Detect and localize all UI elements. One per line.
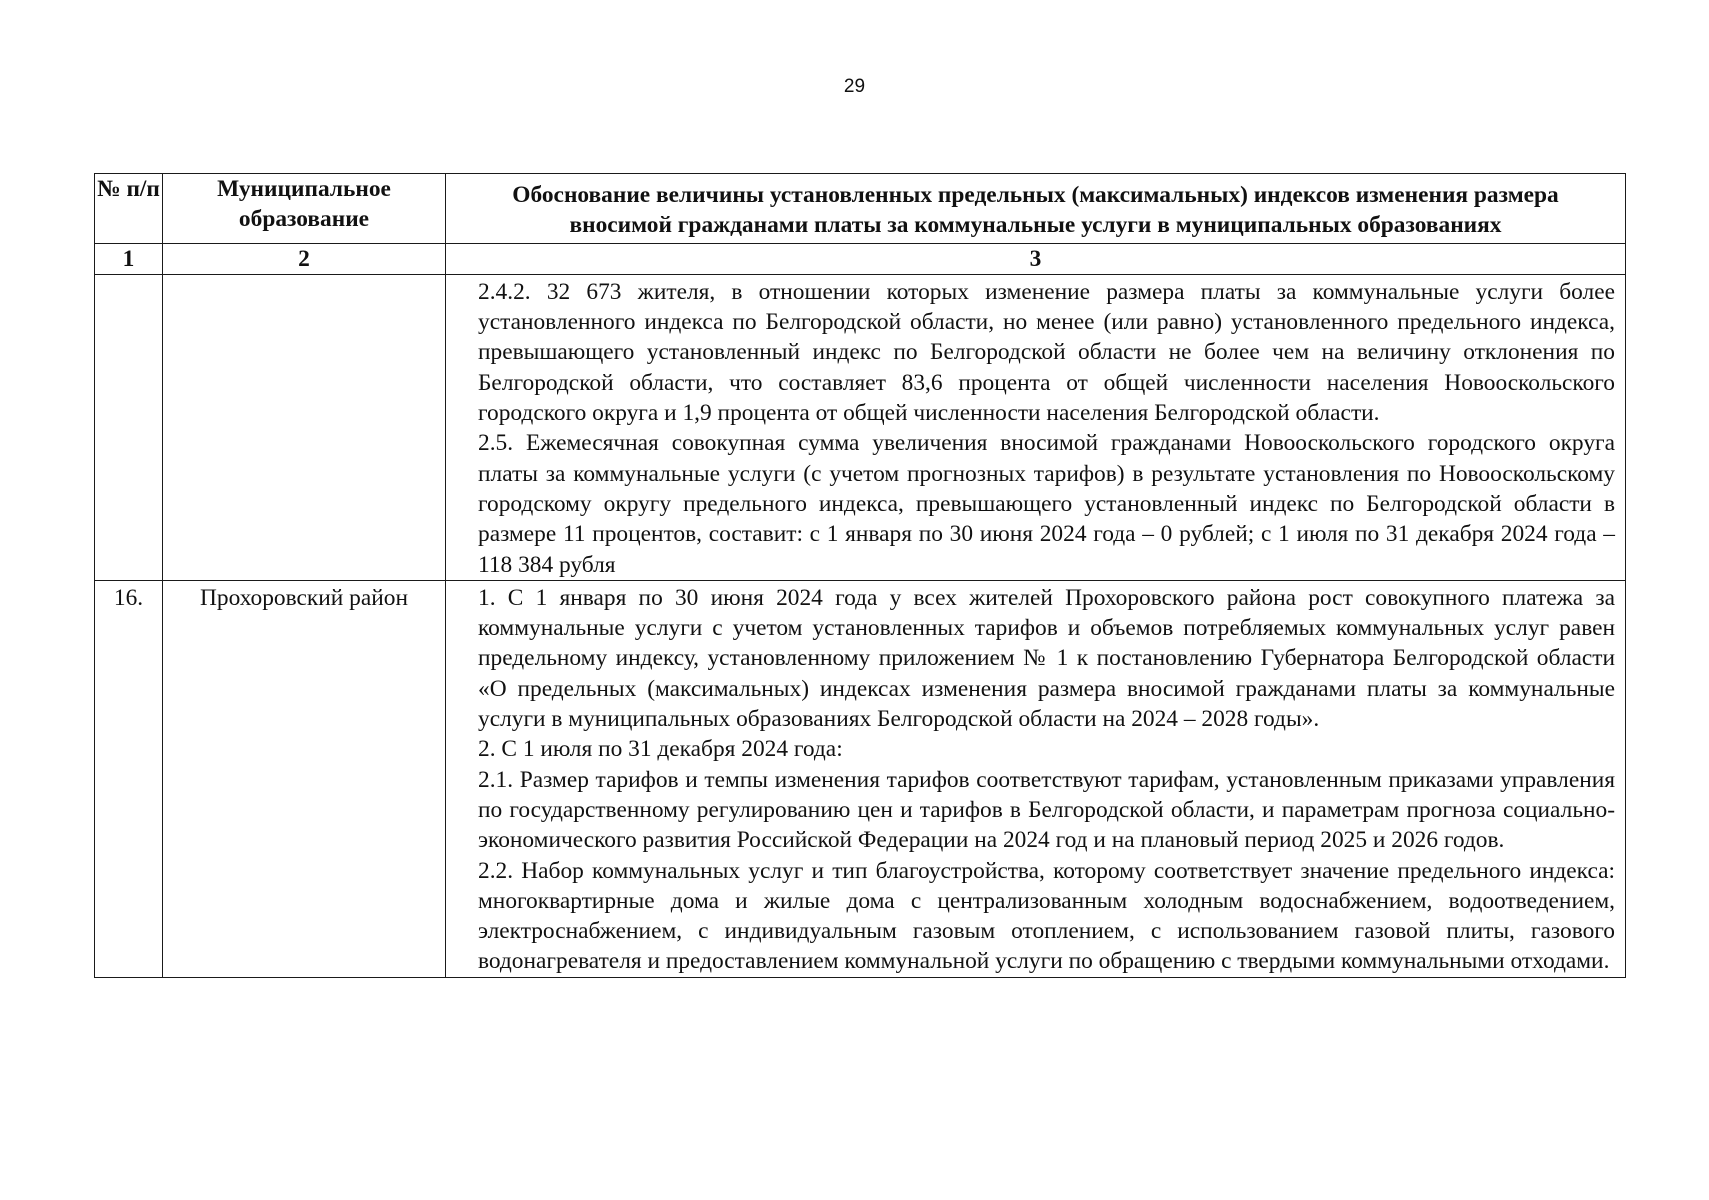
header-col-justification: Обоснование величины установленных предельных (максимальных) индексов изменения размера вносимой гражданами платы за коммунальные услуги в муниципальных образованиях xyxy=(446,174,1626,244)
column-number-row xyxy=(95,243,1626,274)
municipal-index-table xyxy=(94,173,1626,978)
page-number: 29 xyxy=(843,76,866,97)
table-header-row xyxy=(95,174,1626,244)
row-justification xyxy=(446,274,1626,580)
paragraph: 2.1. Размер тарифов и темпы изменения тарифов соответствуют тарифам, установленным приказами управления по государственному регулированию цен и тарифов в Белгородской области, и параметрам прогноза социально-экономического развития Российской Федерации на 2024 год и на плановый период 2025 и 2026 годов. xyxy=(478,766,1615,854)
column-number-3: 3 xyxy=(446,243,1626,274)
row-municipality: Прохоровский район xyxy=(163,580,446,977)
paragraph: 2.4.2. 32 673 жителя, в отношении которых изменение размера платы за коммунальные услуги более установленного индекса по Белгородской области, но менее (или равно) установленного предельного индекса, превышающего установленный индекс по Белгородской области не более чем на величину отклонения по Белгородской области, что составляет 83,6 процента от общей численности населения Новооскольского городского округа и 1,9 процента от общей численности населения Белгородской области. xyxy=(478,278,1615,427)
row-municipality xyxy=(163,274,446,580)
table-row xyxy=(95,580,1626,977)
table-row xyxy=(95,274,1626,580)
header-col-municipality: Муниципальное образование xyxy=(163,174,446,244)
column-number-1: 1 xyxy=(95,243,163,274)
paragraph: 2.5. Ежемесячная совокупная сумма увеличения вносимой гражданами Новооскольского городского округа платы за коммунальные услуги (с учетом прогнозных тарифов) в результате установления по Новооскольскому городскому округу предельного индекса, превышающего установленный индекс по Белгородской области в размере 11 процентов, составит: с 1 января по 30 июня 2024 года – 0 рублей; с 1 июля по 31 декабря 2024 года – 118 384 рубля xyxy=(478,430,1615,578)
row-number: 16. xyxy=(95,580,163,977)
row-justification xyxy=(446,580,1626,977)
paragraph: 1. С 1 января по 30 июня 2024 года у всех жителей Прохоровского района рост совокупного платежа за коммунальные услуги с учетом установленных тарифов и объемов потребляемых коммунальных услуг равен предельному индексу, установленному приложением № 1 к постановлению Губернатора Белгородской области «О предельных (максимальных) индексах изменения размера вносимой гражданами платы за коммунальные услуги в муниципальных образованиях Белгородской области на 2024 – 2028 годы». xyxy=(478,584,1615,733)
row-number xyxy=(95,274,163,580)
paragraph: 2. С 1 июля по 31 декабря 2024 года: xyxy=(478,736,843,763)
column-number-2: 2 xyxy=(163,243,446,274)
paragraph: 2.2. Набор коммунальных услуг и тип благоустройства, которому соответствует значение предельного индекса: многоквартирные дома и жилые дома с централизованным холодным водоснабжением, водоотведением, электроснабжением, с индивидуальным газовым отоплением, с использованием газовой плиты, газового водонагревателя и предоставлением коммунальной услуги по обращению с твердыми коммунальными отходами. xyxy=(478,857,1615,975)
header-col-number: № п/п xyxy=(95,174,163,244)
